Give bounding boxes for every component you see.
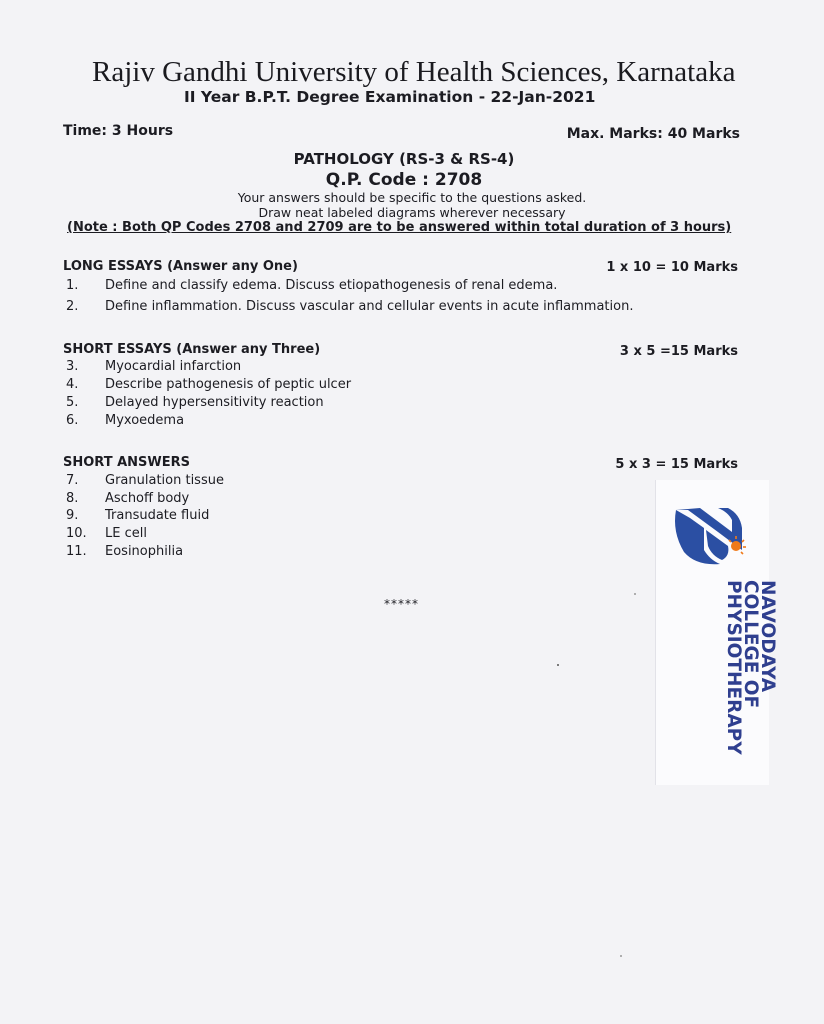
question-item [60,473,224,488]
question-number: 9. [66,508,79,523]
subject-title: PATHOLOGY (RS-3 & RS-4) [293,150,515,168]
stamp-line-2: COLLEGE OF [740,580,761,709]
question-text: Describe pathogenesis of peptic ulcer [105,377,352,392]
question-number: 5. [66,395,79,410]
question-number: 7. [66,473,79,488]
question-item [60,359,241,374]
question-item [60,491,189,506]
question-number: 3. [66,359,79,374]
question-text: Granulation tissue [105,473,224,488]
stamp-line-3: PHYSIOTHERAPY [723,580,744,755]
question-text: Myxoedema [105,413,185,428]
question-text: Define inflammation. Discuss vascular and cellular events in acute inflammation. [105,299,634,314]
question-text: Eosinophilia [105,544,184,559]
question-number: 8. [66,491,79,506]
question-number: 6. [66,413,79,428]
end-marker: ***** [384,597,419,611]
instruction-line-2: Draw neat labeled diagrams wherever necessary [258,205,566,220]
question-item [60,377,351,392]
question-item [60,413,184,428]
stamp-text [725,580,776,755]
section-marks-long-essays: 1 x 10 = 10 Marks [606,260,738,275]
question-number: 11. [66,544,87,559]
section-title-short-essays: SHORT ESSAYS (Answer any Three) [63,342,321,357]
section-marks-short-essays: 3 x 5 =15 Marks [619,344,738,359]
section-marks-short-answers: 5 x 3 = 15 Marks [615,457,738,472]
college-stamp [655,480,778,785]
navodaya-n-logo-icon [670,502,746,572]
question-item [60,508,209,523]
question-item [60,299,633,314]
max-marks: Max. Marks: 40 Marks [566,126,740,142]
question-text: Myocardial infarction [105,359,242,374]
stamp-line-1: NAVODAYA [757,580,778,693]
question-text: Aschoff body [105,491,190,506]
exam-time: Time: 3 Hours [63,123,174,139]
question-item [60,526,147,541]
scan-speck [634,593,636,595]
question-text: Define and classify edema. Discuss etiopathogenesis of renal edema. [105,278,558,293]
question-number: 1. [66,278,79,293]
question-text: Delayed hypersensitivity reaction [105,395,324,410]
question-item [60,544,183,559]
scan-speck [557,664,559,666]
question-item [60,395,324,410]
section-title-short-answers: SHORT ANSWERS [63,455,191,470]
section-title-long-essays: LONG ESSAYS (Answer any One) [63,259,298,274]
question-number: 4. [66,377,79,392]
question-text: Transudate fluid [105,508,210,523]
university-title: Rajiv Gandhi University of Health Sciences, Karnataka [92,56,736,88]
question-item [60,278,557,293]
scan-speck [620,955,622,957]
question-number: 10. [66,526,87,541]
note-text: (Note : Both QP Codes 2708 and 2709 are to be answered within total duration of 3 hours) [67,220,732,235]
exam-title: II Year B.P.T. Degree Examination - 22-Jan-2021 [184,88,596,106]
instruction-line-1: Your answers should be specific to the questions asked. [237,190,587,205]
question-text: LE cell [105,526,147,541]
qp-code: Q.P. Code : 2708 [325,170,483,190]
question-number: 2. [66,299,79,314]
